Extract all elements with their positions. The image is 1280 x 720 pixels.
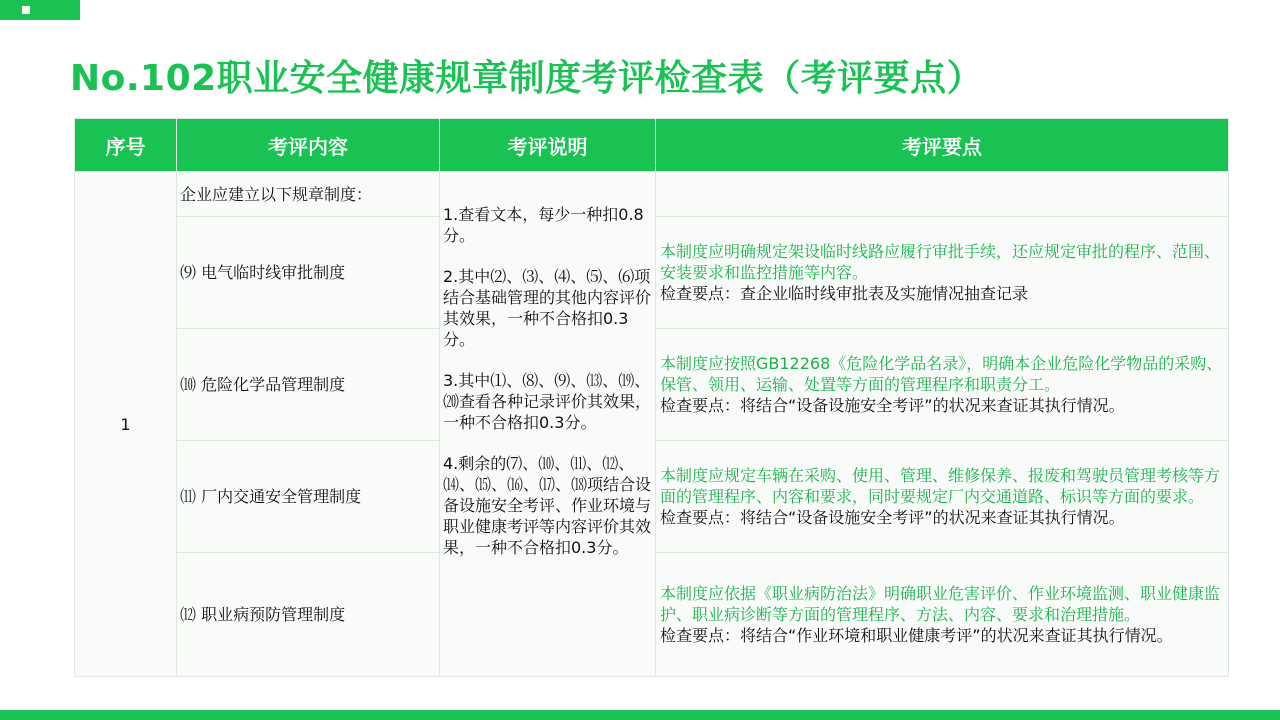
content-cell: ⑿ 职业病预防管理制度 [177, 553, 440, 677]
header-explanation: 考评说明 [440, 119, 656, 172]
empty-key-cell [656, 172, 1229, 217]
page-title: No.102职业安全健康规章制度考评检查表（考评要点） [70, 58, 984, 99]
key-point-cell [656, 553, 1229, 677]
requirement-text: 本制度应按照GB12268《危险化学品名录》，明确本企业危险化学物品的采购、保管、领用、运输、处置等方面的管理程序和职责分工。 [660, 354, 1223, 394]
check-text: 检查要点：将结合“作业环境和职业健康考评”的状况来查证其执行情况。 [660, 626, 1173, 645]
content-cell: ⑼ 电气临时线审批制度 [177, 217, 440, 329]
corner-tab [0, 0, 80, 20]
check-text: 检查要点：查企业临时线审批表及实施情况抽查记录 [660, 284, 1029, 303]
bottom-bar [0, 710, 1280, 720]
header-content: 考评内容 [177, 119, 440, 172]
evaluation-table [74, 118, 1229, 677]
header-seq: 序号 [75, 119, 177, 172]
key-point-cell [656, 217, 1229, 329]
check-text: 检查要点：将结合“设备设施安全考评”的状况来查证其执行情况。 [660, 508, 1125, 527]
explanation-item: 2.其中⑵、⑶、⑷、⑸、⑹项结合基础管理的其他内容评价其效果，一种不合格扣0.3分。 [443, 267, 652, 349]
content-cell: ⑾ 厂内交通安全管理制度 [177, 441, 440, 553]
table-row [75, 172, 1229, 217]
requirement-text: 本制度应依据《职业病防治法》明确职业危害评价、作业环境监测、职业健康监护、职业病诊断等方面的管理程序、方法、内容、要求和治理措施。 [660, 584, 1221, 624]
explanation-item: 4.剩余的⑺、⑽、⑾、⑿、⒁、⒂、⒃、⒄、⒅项结合设备设施安全考评、作业环境与职业健康考评等内容评价其效果，一种不合格扣0.3分。 [443, 454, 652, 557]
requirement-text: 本制度应规定车辆在采购、使用、管理、维修保养、报废和驾驶员管理考核等方面的管理程序、内容和要求，同时要规定厂内交通道路、标识等方面的要求。 [660, 466, 1221, 506]
key-point-cell [656, 329, 1229, 441]
square-icon [22, 6, 30, 14]
seq-cell: 1 [75, 172, 177, 677]
intro-cell: 企业应建立以下规章制度： [177, 172, 440, 217]
explanation-item: 3.其中⑴、⑻、⑼、⒀、⒆、⒇查看各种记录评价其效果，一种不合格扣0.3分。 [443, 371, 652, 432]
requirement-text: 本制度应明确规定架设临时线路应履行审批手续，还应规定审批的程序、范围、安装要求和监控措施等内容。 [660, 242, 1221, 282]
explanation-item: 1.查看文本，每少一种扣0.8分。 [443, 205, 644, 245]
explanation-cell [440, 172, 656, 677]
header-key-points: 考评要点 [656, 119, 1229, 172]
table-header-row [75, 119, 1229, 172]
content-cell: ⑽ 危险化学品管理制度 [177, 329, 440, 441]
key-point-cell [656, 441, 1229, 553]
check-text: 检查要点：将结合“设备设施安全考评”的状况来查证其执行情况。 [660, 396, 1125, 415]
